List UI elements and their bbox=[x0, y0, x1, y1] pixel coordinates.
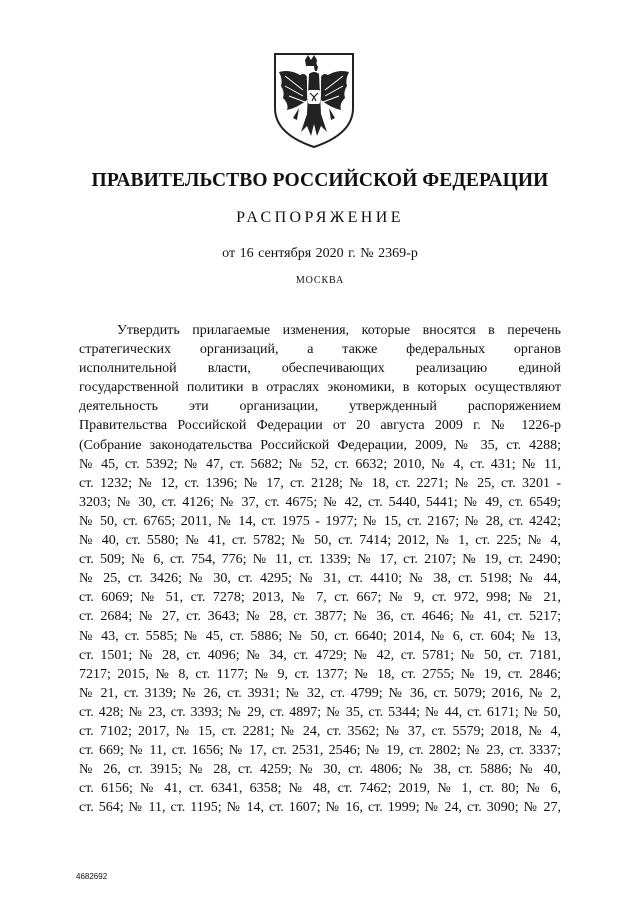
body-text-line: 7217; 2015, № 8, ст. 1177; № 9, ст. 1377; № 18, ст. 2755; № 19, ст. 2846; bbox=[79, 666, 561, 682]
body-text-line: стратегических организаций, а также федеральных органов bbox=[79, 342, 561, 358]
body-text-line: деятельность эти организации, утвержденный распоряжением bbox=[79, 399, 561, 415]
document-type: РАСПОРЯЖЕНИЕ bbox=[236, 209, 404, 226]
body-text-line: Утвердить прилагаемые изменения, которые вносятся в перечень bbox=[117, 323, 561, 338]
government-title: ПРАВИТЕЛЬСТВО РОССИЙСКОЙ ФЕДЕРАЦИИ bbox=[91, 170, 549, 191]
body-text-line: № 26, ст. 3915; № 28, ст. 4259; № 30, ст. 4806; № 38, ст. 5886; № 40, bbox=[79, 762, 561, 778]
body-text-line: ст. 7102; 2017, № 15, ст. 2281; № 24, ст. 3562; № 37, ст. 5579; 2018, № 4, bbox=[79, 723, 561, 739]
body-text-line: ст. 6156; № 41, ст. 6341, 6358; № 48, ст. 7462; 2019, № 1, ст. 80; № 6, bbox=[79, 781, 561, 797]
body-text-line: № 50, ст. 6765; 2011, № 14, ст. 1975 - 1977; № 15, ст. 2167; № 28, ст. 4242; bbox=[79, 513, 561, 529]
body-text-line: № 21, ст. 3139; № 26, ст. 3931; № 32, ст. 4799; № 36, ст. 5079; 2016, № 2, bbox=[79, 685, 561, 701]
body-text-line: (Собрание законодательства Российской Федерации, 2009, № 35, ст. 4288; bbox=[79, 437, 561, 453]
document-id-stamp: 4682692 bbox=[76, 872, 108, 881]
body-text-line: 3203; № 30, ст. 4126; № 37, ст. 4675; № 42, ст. 5440, 5441; № 49, ст. 6549; bbox=[79, 494, 561, 510]
russian-coat-of-arms-icon bbox=[271, 50, 357, 150]
body-text-line: исполнительной власти, обеспечивающих реализацию единой bbox=[79, 361, 561, 377]
body-text-line: Правительства Российской Федерации от 20 августа 2009 г. № 1226-р bbox=[79, 418, 561, 434]
body-text-line: № 45, ст. 5392; № 47, ст. 5682; № 52, ст. 6632; 2010, № 4, ст. 431; № 11, bbox=[79, 456, 561, 472]
body-text-line: ст. 564; № 11, ст. 1195; № 14, ст. 1607; № 16, ст. 1999; № 24, ст. 3090; № 27, bbox=[79, 800, 561, 816]
body-text-line: ст. 1501; № 28, ст. 4096; № 34, ст. 4729; № 42, ст. 5781; № 50, ст. 7181, bbox=[79, 647, 561, 663]
body-text-line: ст. 1232; № 12, ст. 1396; № 17, ст. 2128; № 18, ст. 2271; № 25, ст. 3201 - bbox=[79, 475, 561, 491]
body-text-line: ст. 6069; № 51, ст. 7278; 2013, № 7, ст. 667; № 9, ст. 972, 998; № 21, bbox=[79, 590, 561, 606]
body-text-line: ст. 428; № 23, ст. 3393; № 29, ст. 4897; № 35, ст. 5344; № 44, ст. 6171; № 50, bbox=[79, 704, 561, 720]
document-body bbox=[79, 321, 561, 817]
body-text-line: № 25, ст. 3426; № 30, ст. 4295; № 31, ст. 4410; № 38, ст. 5198; № 44, bbox=[79, 571, 561, 587]
body-text-line: ст. 669; № 11, ст. 1656; № 17, ст. 2531, 2546; № 19, ст. 2802; № 23, ст. 3337; bbox=[79, 743, 561, 759]
body-text-line: № 43, ст. 5585; № 45, ст. 5886; № 50, ст. 6640; 2014, № 6, ст. 604; № 13, bbox=[79, 628, 561, 644]
body-text-line: ст. 509; № 6, ст. 754, 776; № 11, ст. 1339; № 17, ст. 2107; № 19, ст. 2490; bbox=[79, 552, 561, 568]
document-city: МОСКВА bbox=[295, 275, 345, 286]
body-text-line: государственной политики в отраслях экономики, в которых осуществляют bbox=[79, 380, 561, 396]
document-date-number: от 16 сентября 2020 г. № 2369-р bbox=[222, 246, 418, 261]
body-text-line: № 40, ст. 5580; № 41, ст. 5782; № 50, ст. 7414; 2012, № 1, ст. 225; № 4, bbox=[79, 533, 561, 549]
body-text-line: ст. 2684; № 27, ст. 3643; № 28, ст. 3877; № 36, ст. 4646; № 41, ст. 5217; bbox=[79, 609, 561, 625]
